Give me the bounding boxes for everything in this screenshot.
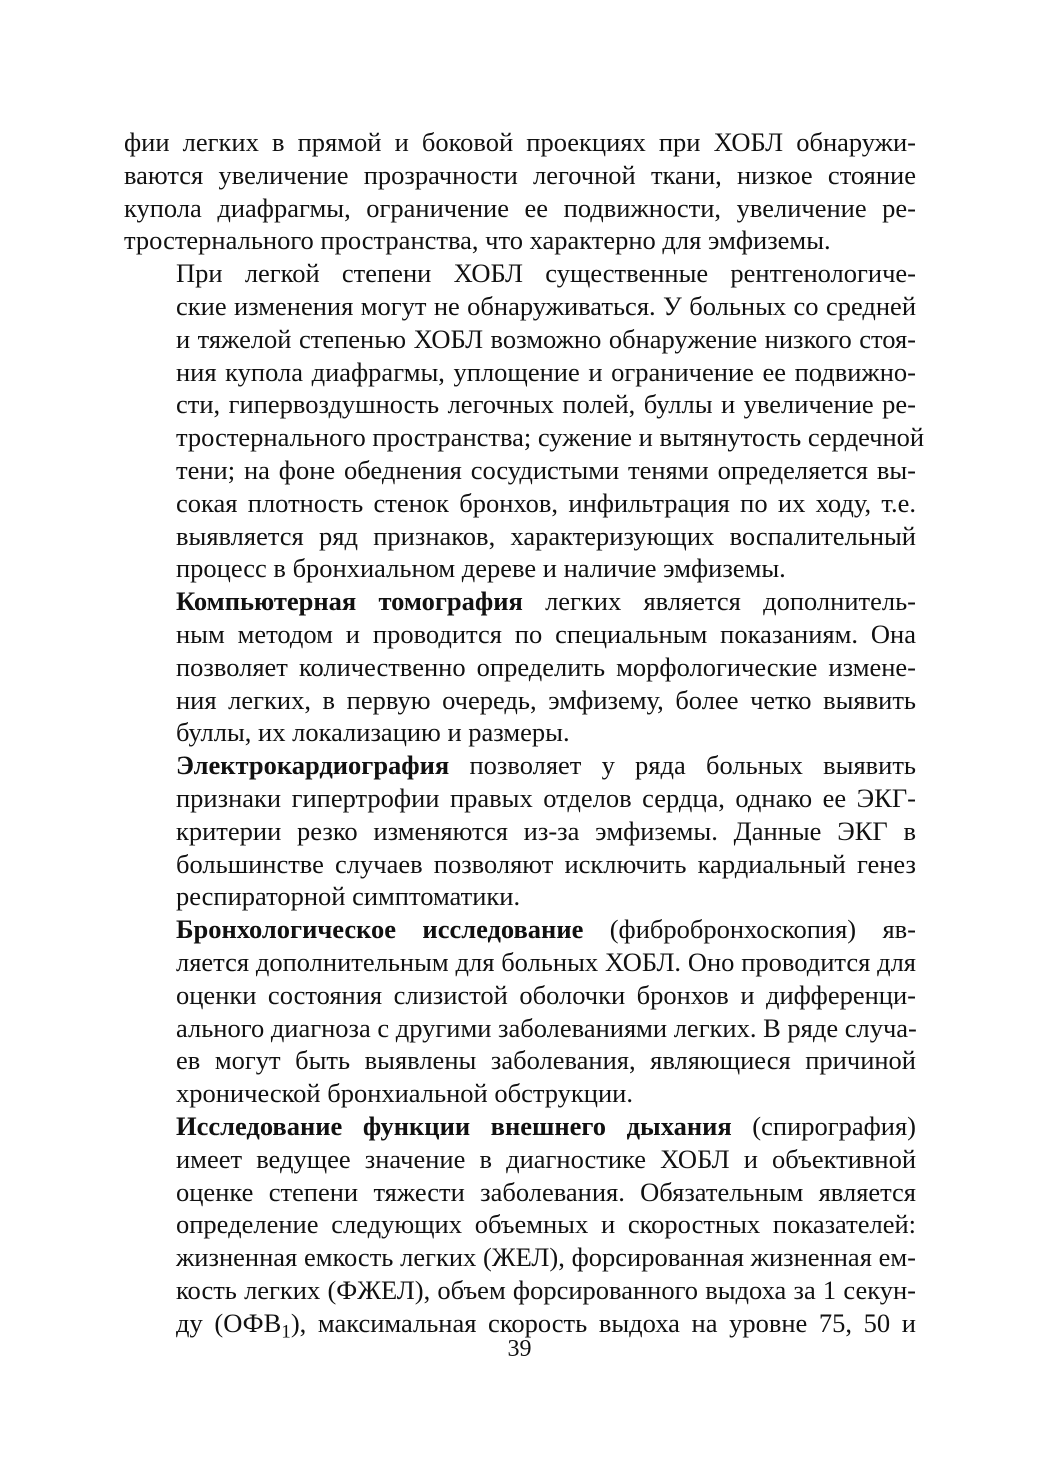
text-line: ния купола диафрагмы, уплощение и ограничение ее подвижно- bbox=[176, 356, 916, 387]
text-line: ным методом и проводится по специальным показаниям. Она bbox=[176, 618, 916, 649]
text-line: ния легких, в первую очередь, эмфизему, более четко выявить bbox=[176, 684, 916, 715]
text-line bbox=[124, 749, 916, 782]
text-line: тени; на фоне обеднения сосудистыми тенями определяется вы- bbox=[176, 454, 916, 485]
body-text bbox=[124, 126, 925, 1343]
text-line: купола диафрагмы, ограничение ее подвижности, увеличение ре- bbox=[124, 192, 916, 223]
paragraph-ct bbox=[124, 585, 916, 749]
text-line: ляется дополнительным для больных ХОБЛ. Оно проводится для bbox=[176, 946, 916, 977]
text-line bbox=[124, 585, 916, 618]
bold-term: Исследование функции внешнего дыхания bbox=[176, 1110, 732, 1141]
text-run: позволяет у ряда больных выявить bbox=[449, 750, 916, 781]
text-line: большинстве случаев позволяют исключить кардиальный генез bbox=[176, 848, 916, 879]
text-line: сти, гипервоздушность легочных полей, буллы и увеличение ре- bbox=[176, 389, 916, 420]
bold-term: Электрокардиография bbox=[176, 750, 450, 781]
page-number: 39 bbox=[507, 1336, 532, 1362]
paragraph-spirography bbox=[124, 1110, 916, 1343]
text-run: легких является дополнитель- bbox=[522, 586, 916, 617]
text-run: ), максимальная скорость выдоха на уровне 75, 50 и bbox=[290, 1307, 916, 1338]
paragraph-ecg bbox=[124, 749, 916, 913]
paragraph-xray-findings bbox=[124, 126, 916, 257]
text-line: ев могут быть выявлены заболевания, являющиеся причиной bbox=[176, 1045, 916, 1076]
text-line: тростернального пространства, что характерно для эмфиземы. bbox=[124, 225, 831, 256]
text-line: оценке степени тяжести заболевания. Обязательным является bbox=[176, 1176, 916, 1207]
paragraph-bronchology bbox=[124, 913, 916, 1110]
text-line: При легкой степени ХОБЛ существенные рентгенологиче- bbox=[176, 258, 916, 289]
text-line: признаки гипертрофии правых отделов сердца, однако ее ЭКГ- bbox=[176, 782, 916, 813]
text-line: выявляется ряд признаков, характеризующих воспалительный bbox=[176, 520, 916, 551]
text-line: кость легких (ФЖЕЛ), объем форсированного выдоха за 1 секун- bbox=[176, 1274, 916, 1305]
subscript: 1 bbox=[281, 1321, 291, 1343]
text-line bbox=[124, 1110, 916, 1143]
text-line: буллы, их локализацию и размеры. bbox=[176, 717, 570, 748]
text-line: определение следующих объемных и скоростных показателей: bbox=[176, 1209, 916, 1240]
text-line: имеет ведущее значение в диагностике ХОБЛ и объективной bbox=[176, 1143, 916, 1174]
text-run: ду (ОФВ bbox=[176, 1307, 282, 1338]
text-line: тростернального пространства; сужение и вытянутость сердечной bbox=[176, 422, 925, 453]
text-line: критерии резко изменяются из-за эмфиземы. Данные ЭКГ в bbox=[176, 815, 916, 846]
text-line bbox=[124, 913, 916, 946]
text-line: фии легких в прямой и боковой проекциях при ХОБЛ обнаружи- bbox=[124, 127, 916, 157]
bold-term: Компьютерная томография bbox=[176, 586, 523, 617]
text-line: оценки состояния слизистой оболочки бронхов и дифференци- bbox=[176, 979, 916, 1010]
text-line: респираторной симптоматики. bbox=[176, 881, 521, 912]
text-line: и тяжелой степенью ХОБЛ возможно обнаружение низкого стоя- bbox=[176, 323, 916, 354]
text-line: хронической бронхиальной обструкции. bbox=[176, 1078, 633, 1109]
text-line: жизненная емкость легких (ЖЕЛ), форсированная жизненная ем- bbox=[176, 1242, 916, 1273]
text-line: процесс в бронхиальном дереве и наличие эмфиземы. bbox=[176, 553, 786, 584]
text-run: (спирография) bbox=[731, 1110, 916, 1141]
text-line: позволяет количественно определить морфологические измене- bbox=[176, 651, 916, 682]
text-line: сокая плотность стенок бронхов, инфильтрация по их ходу, т.е. bbox=[176, 487, 916, 518]
text-run: (фибробронхоскопия) яв- bbox=[583, 914, 916, 945]
paragraph-mild-copd bbox=[124, 257, 925, 585]
text-line: ального диагноза с другими заболеваниями легких. В ряде случа- bbox=[176, 1012, 917, 1043]
text-line: ские изменения могут не обнаруживаться. У больных со средней bbox=[176, 290, 916, 321]
bold-term: Бронхологическое исследование bbox=[176, 914, 584, 945]
text-line: ваются увеличение прозрачности легочной ткани, низкое стояние bbox=[124, 159, 916, 190]
